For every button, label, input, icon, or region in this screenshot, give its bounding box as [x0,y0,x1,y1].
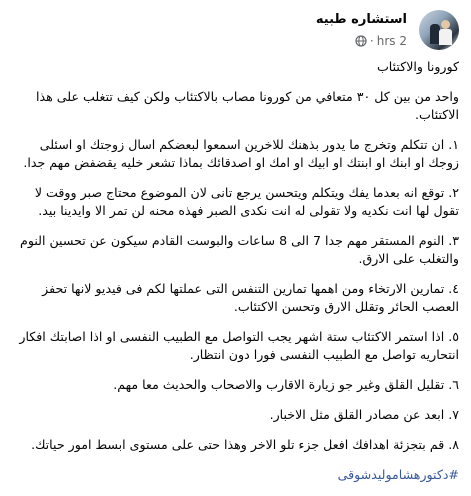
globe-icon[interactable] [355,35,367,47]
post-title: كورونا والاكتئاب [376,59,459,74]
post-intro-text: واحد من بين كل ٣٠ متعافي من كورونا مصاب بالاكتئاب ولكن كيف تتغلب على هذا الاكتئاب. [36,89,459,122]
post-body [10,58,459,496]
tip-item: ١. ان تتكلم وتخرج ما يدور بذهنك للاخرين اسمعوا لبعضكم اسال زوجتك او اسئلى زوجك او ابنك او ابنتك او ابيك او امك او اصدقائك بماذا تشعر خليه يقضفض مهم جدا. [23,137,459,170]
tip-item: ٤. تمارين الارتخاء ومن اهمها تمارين التنفس التى عملتها لكم فى فيديو لانها تحفز العصب الحائر وتقلل الارق وتحسن الاكتئاب. [42,281,459,314]
avatar-figure-head [441,20,450,29]
hashtag-link[interactable]: #دكتورهشاموليدشوقى [337,467,459,482]
tip-item: ٣. النوم المستقر مهم جدا 7 الى 8 ساعات والبوست القادم سيكون عن تحسين النوم والتغلب على الارق. [20,233,459,266]
meta-separator: · [369,34,374,48]
avatar-figure-body [439,29,452,45]
tip-item: ٥. اذا استمر الاكتئاب ستة اشهر يجب التواصل مع الطبيب النفسى او اذا اصابتك افكار انتحاريه تواصل مع الطبيب النفسى فورا دون انتظار. [19,329,459,362]
tip-item: ٨. قم بتجزئة اهدافك افعل جزء تلو الاخر وهذا حتى على مستوى ابسط امور حياتك. [31,437,459,452]
tip-item: ٦. تقليل القلق وغير جو زيارة الاقارب والاصحاب والحديث معا مهم. [113,377,459,392]
tip-item: ٢. توقع انه بعدما يفك ويتكلم ويتحسن يرجع تانى لان الموضوع محتاج صبر ووقت لا تقول لها انت نكديه ولا تقولى له انت نكدى الصبر فهذه محنه لن تمر الا وايدينا بيد. [34,185,459,218]
page-avatar[interactable] [419,10,459,50]
post-intro [10,58,459,124]
post-timestamp[interactable]: 2 hrs [376,34,407,48]
tip-item: ٧. ابعد عن مصادر القلق مثل الاخبار. [269,407,459,422]
page-name-link[interactable]: استشاره طبيه [315,12,407,27]
post-meta [355,34,407,48]
post-header [12,8,459,54]
